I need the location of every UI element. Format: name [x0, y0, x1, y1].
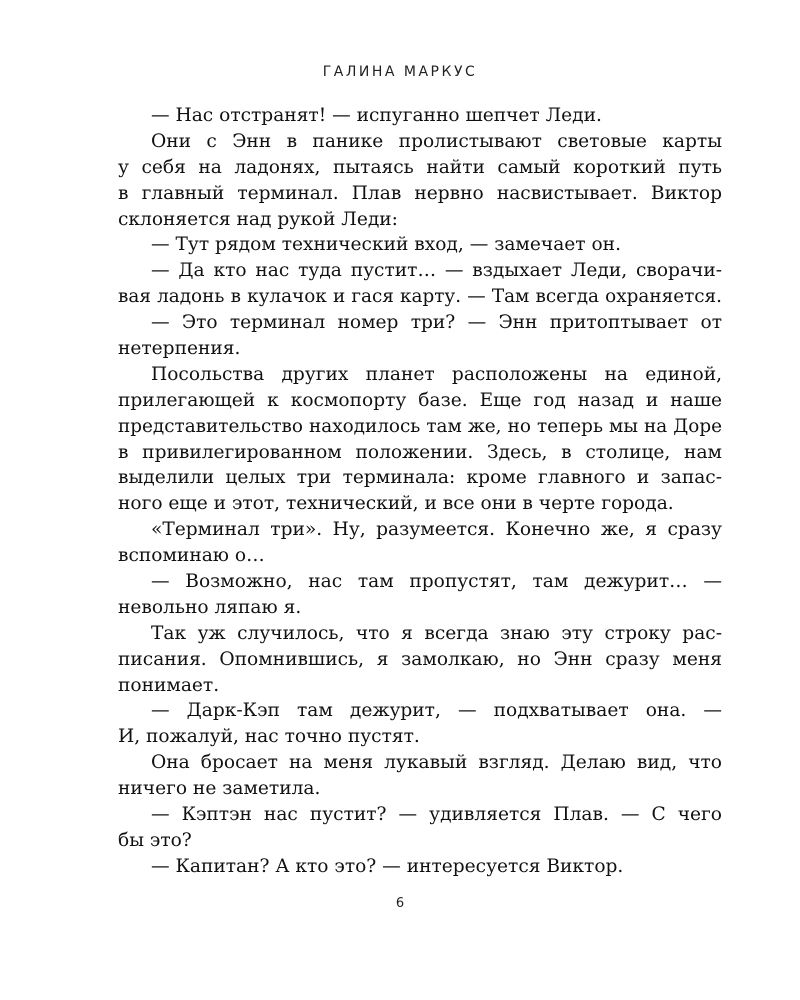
text-line: — Возможно, нас там пропустят, там дежурит… —: [151, 571, 722, 593]
text-line: Они с Энн в панике пролистывают световые карты: [151, 130, 722, 152]
text-line: — Это терминал номер три? — Энн притоптывает от: [151, 312, 722, 334]
text-line: — Капитан? А кто это? — интересуется Виктор.: [151, 855, 624, 877]
text-line: писания. Опомнившись, я замолкаю, но Энн сразу меня: [118, 648, 722, 670]
text-line: Так уж случилось, что я всегда знаю эту строку рас-: [151, 622, 722, 644]
text-line: нетерпения.: [118, 338, 241, 360]
text-line: невольно ляпаю я.: [118, 596, 302, 618]
text-line: в главный терминал. Плав нервно насвистывает. Виктор: [118, 182, 722, 204]
text-line: — Тут рядом технический вход, — замечает он.: [151, 234, 621, 256]
text-line: понимает.: [118, 674, 220, 696]
body-text: [118, 103, 722, 880]
text-line: ничего не заметила.: [118, 778, 321, 800]
text-line: выделили целых три терминала: кроме главного и запас-: [118, 467, 722, 489]
text-line: Она бросает на меня лукавый взгляд. Делаю вид, что: [151, 752, 722, 774]
text-line: ного еще и этот, технический, и все они в черте города.: [118, 493, 674, 515]
text-line: — Нас отстранят! — испуганно шепчет Леди.: [151, 105, 602, 126]
text-line: вспоминаю о…: [118, 545, 265, 567]
text-line: вая ладонь в кулачок и гася карту. — Там всегда охраняется.: [118, 286, 722, 308]
text-line: бы это?: [118, 829, 192, 851]
text-line: — Да кто нас туда пустит… — вздыхает Леди, сворачи-: [151, 260, 722, 282]
text-line: представительство находилось там же, но теперь мы на Доре: [118, 415, 722, 437]
text-line: «Терминал три». Ну, разумеется. Конечно же, я сразу: [151, 519, 722, 541]
text-line: И, пожалуй, нас точно пустят.: [118, 726, 420, 748]
text-line: у себя на ладонях, пытаясь найти самый короткий путь: [118, 156, 722, 178]
text-line: — Дарк-Кэп там дежурит, — подхватывает она. —: [151, 700, 722, 722]
text-line: в привилегированном положении. Здесь, в столице, нам: [118, 441, 722, 463]
text-line: Посольства других планет расположены на единой,: [151, 363, 722, 385]
page-number: 6: [395, 896, 405, 911]
text-line: склоняется над рукой Леди:: [118, 208, 398, 230]
text-line: — Кэптэн нас пустит? — удивляется Плав. — С чего: [151, 804, 722, 826]
text-line: прилегающей к космопорту базе. Еще год назад и наше: [118, 389, 722, 411]
running-header-author: ГАЛИНА МАРКУС: [322, 64, 478, 80]
